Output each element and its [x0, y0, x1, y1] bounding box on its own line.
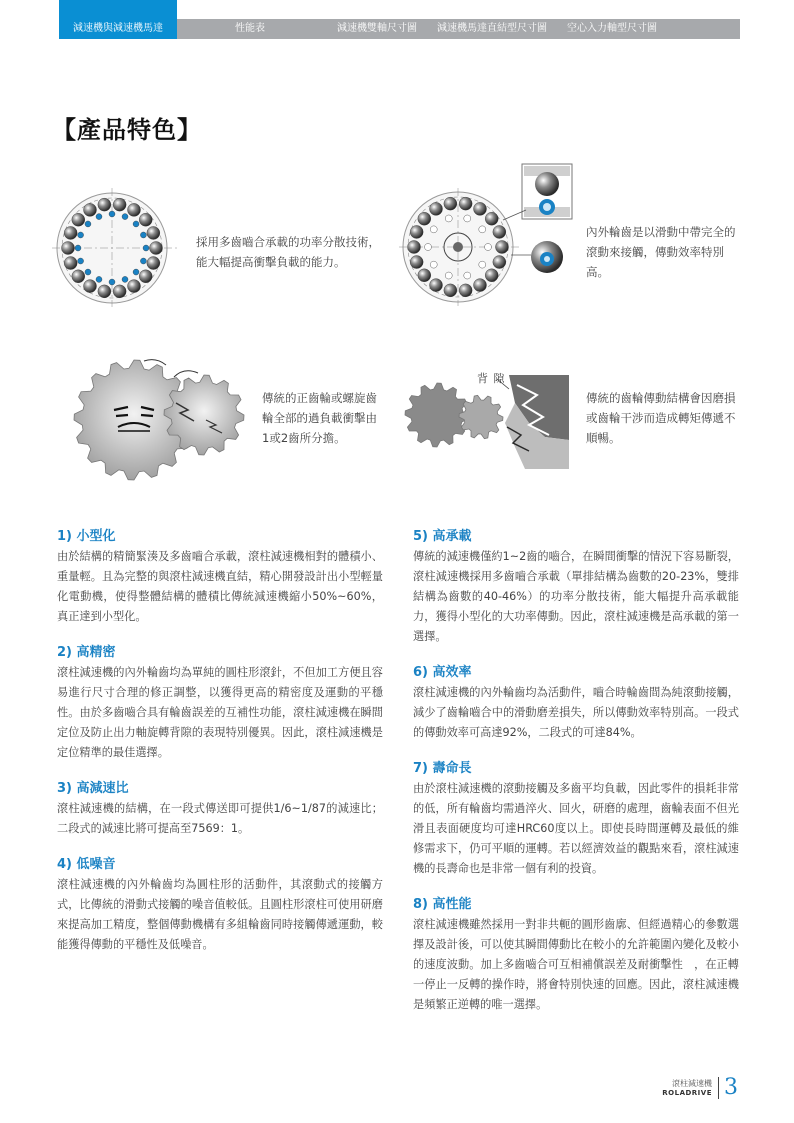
feature-body: 由於滾柱減速機的滾動接觸及多齒平均負載，因此零件的損耗非常的低，所有輪齒均需過淬火、回火，研磨的處理，齒輪表面不但光滑且表面硬度均可達HRC60度以上。即使長時間運轉及最低的維修需求下，仍可平順的運轉。若以經濟效益的觀點來看，滾柱減速機的長壽命也是非常一個有利的投資。: [413, 782, 739, 875]
nav-tab-hollow-input[interactable]: 空心入力軸型尺寸圖: [567, 23, 657, 34]
feature-high-efficiency: [413, 664, 739, 743]
page-title: 【產品特色】: [52, 115, 202, 144]
caption-spur-gear: 傳統的正齒輪或螺旋齒輪全部的過負載衝擊由1或2齒所分擔。: [262, 391, 377, 445]
feature-body: 滾柱減速機雖然採用一對非共軛的圓形齒廓、但經過精心的參數選擇及設計後，可以使其瞬間傳動比在較小的允許範圍內變化及較小的速度波動。加上多齒嚙合可互相補償誤差及耐衝擊性 ，在正轉一停止一反轉的操作時，將會特別快速的回應。因此，滾柱減速機是頻繁正逆轉的唯一選擇。: [413, 918, 739, 1011]
roller-ring-illustration: [52, 185, 192, 310]
footer-brand-cn: 滾柱減速機: [672, 1078, 712, 1088]
page-footer: [662, 1077, 738, 1099]
page-number: 3: [724, 1075, 738, 1100]
feature-low-noise: [57, 856, 383, 955]
features-left-column: [57, 528, 383, 972]
feature-body: 由於結構的精簡緊湊及多齒嚙合承載，滾柱減速機相對的體積小、重量輕。且為完整的與滾柱減速機直結，精心開發設計出小型輕量化電動機，使得整體結構的體積比傳統減速機縮小50%~60%，真正達到小型化。: [57, 550, 383, 623]
features-right-column: [413, 528, 739, 1032]
feature-title: 8) 高性能: [413, 897, 472, 912]
footer-brand: [662, 1079, 712, 1098]
feature-high-performance: [413, 896, 739, 1015]
feature-title: 1) 小型化: [57, 529, 116, 544]
nav-tab-reducers[interactable]: 減速機與減速機馬達: [59, 0, 177, 39]
spur-gears-illustration: [56, 355, 256, 485]
feature-title: 6) 高效率: [413, 665, 472, 680]
feature-high-load: [413, 528, 739, 647]
rolling-contact-illustration: [396, 160, 586, 310]
nav-tab-direct-motor[interactable]: 減速機馬達直結型尺寸圖: [437, 23, 547, 34]
footer-divider: [718, 1077, 719, 1099]
caption-multi-tooth: 採用多齒嚙合承載的功率分散技術，能大幅提高衝擊負載的能力。: [196, 235, 380, 269]
feature-title: 3) 高減速比: [57, 781, 129, 796]
feature-body: 滾柱減速機的內外輪齒均為活動件，嚙合時輪齒間為純滾動接觸，減少了齒輪嚙合中的滑動磨差損失，所以傳動效率特別高。一段式的傳動效率可高達92%，二段式的可達84%。: [413, 686, 739, 739]
feature-body: 滾柱減速機的內外輪齒均為圓柱形的活動件，其滾動式的接觸方式，比傳統的滑動式接觸的噪音值較低。且圓柱形滾柱可使用研磨來提高加工精度，整個傳動機構有多組輪齒同時接觸傳遞運動，較能獲得傳動的平穩性及低噪音。: [57, 878, 383, 951]
backlash-label: 背 隙: [477, 372, 506, 385]
nav-tab-dual-shaft[interactable]: 減速機雙軸尺寸圖: [337, 23, 417, 34]
feature-high-ratio: [57, 780, 383, 839]
feature-compact: [57, 528, 383, 627]
feature-title: 4) 低噪音: [57, 857, 116, 872]
feature-title: 5) 高承載: [413, 529, 472, 544]
top-navigation: [59, 19, 740, 39]
feature-precision: [57, 644, 383, 763]
feature-title: 7) 壽命長: [413, 761, 472, 776]
caption-backlash: 傳統的齒輪傳動結構會因磨損或齒輪干涉而造成轉矩傳遞不順暢。: [586, 391, 736, 445]
nav-tab-performance[interactable]: 性能表: [235, 23, 265, 34]
footer-brand-en: ROLADRIVE: [662, 1088, 712, 1097]
feature-body: 滾柱減速機的結構，在一段式傳送即可提供1/6~1/87的減速比；二段式的減速比將可提高至7569：1。: [57, 802, 383, 835]
feature-long-life: [413, 760, 739, 879]
feature-body: 滾柱減速機的內外輪齒均為單純的圓柱形滾針，不但加工方便且容易進行尺寸合理的修正調整，以獲得更高的精密度及運動的平穩性。由於多齒嚙合具有輪齒誤差的互補性功能，滾柱減速機在瞬間定位及防止出力軸旋轉背隙的表現特別優異。因此，滾柱減速機是定位精準的最佳選擇。: [57, 666, 383, 759]
feature-title: 2) 高精密: [57, 645, 116, 660]
feature-body: 傳統的減速機僅約1~2齒的嚙合，在瞬間衝擊的情況下容易斷裂，滾柱減速機採用多齒嚙合承載（單排結構為齒數的20-23%，雙排結構為齒數的40-46%）的功率分散技術，能大幅提升高承載能力，獲得小型化的大功率傳動。因此，滾柱減速機是高承載的第一選擇。: [413, 550, 739, 643]
caption-rolling-contact: 內外輪齒是以滑動中帶完全的滾動來接觸，傳動效率特別高。: [586, 225, 736, 279]
